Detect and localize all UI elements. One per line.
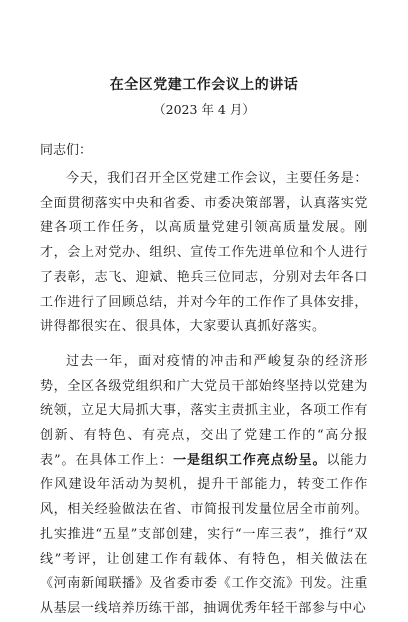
paragraph-opening: 今天，我们召开全区党建工作会议，主要任务是：全面贯彻落实中央和省委、市委决策部署，认真落实党建各项工作任务，以高质量党建引领高质量发展。刚才，会上对党办、组织、宣传工作先进单位和个人进行了表彰，志飞、迎斌、艳兵三位同志，分别对去年各口工作进行了回顾总结，并对今年的工作作了具体安排，讲得都很实在、很具体，大家要认真抓好落实。 xyxy=(40,171,368,335)
document-date: （2023 年 4 月） xyxy=(153,102,255,117)
paragraph-review-body: 以能力作风建设年活动为契机，提升干部能力，转变工作作风，相关经验做法在省、市简报刊发量位居全市前列。扎实推进“五星”支部创建，实行“一库三表”，推行“双线”考评，让创建工作有载体、有特色，相关做法在《河南新闻联播》及省委市委《工作交流》刊发。注重从基层一线培养历练干部，抽调优秀年轻干部参与中心 xyxy=(40,452,368,616)
document-title: 在全区党建工作会议上的讲话 xyxy=(109,77,299,93)
paragraph-review-lead: 一是组织工作亮点纷呈。 xyxy=(173,452,327,468)
paragraph-review xyxy=(40,350,368,622)
paragraph-review-intro: 过去一年，面对疫情的冲击和严峻复杂的经济形势，全区各级党组织和广大党员干部始终坚持以党建为统领，立足大局抓大事，落实主责抓主业，各项工作有创新、有特色、有亮点，交出了党建工作的“高分报表”。在具体工作上： xyxy=(40,353,368,468)
greeting: 同志们： xyxy=(40,143,93,158)
